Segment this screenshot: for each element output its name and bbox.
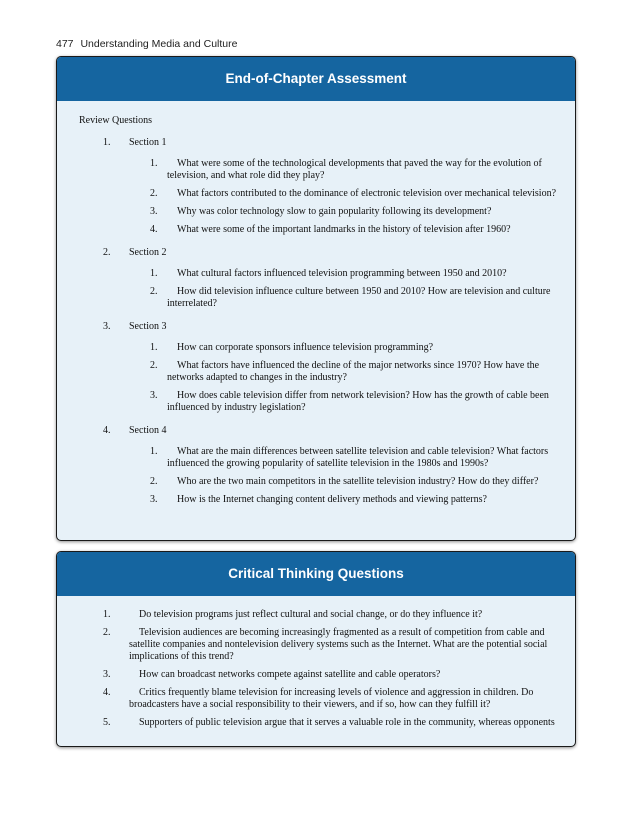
question-text: How can broadcast networks compete against satellite and cable operators? bbox=[139, 669, 441, 680]
question-number: 1. bbox=[150, 446, 158, 457]
question-list bbox=[79, 342, 559, 414]
question-number: 1. bbox=[150, 342, 158, 353]
section-heading bbox=[79, 425, 559, 437]
assessment-title: End-of-Chapter Assessment bbox=[57, 57, 575, 101]
question-number: 2. bbox=[150, 188, 158, 199]
question-item bbox=[79, 206, 559, 218]
assessment-body bbox=[57, 101, 575, 506]
section-number: 2. bbox=[103, 247, 111, 258]
question-number: 4. bbox=[150, 224, 158, 235]
question-item bbox=[79, 342, 559, 354]
critical-question-item bbox=[79, 687, 559, 711]
section-number: 3. bbox=[103, 321, 111, 332]
question-text: What cultural factors influenced television programming between 1950 and 2010? bbox=[177, 268, 507, 279]
question-item bbox=[79, 476, 559, 488]
critical-thinking-title: Critical Thinking Questions bbox=[57, 552, 575, 596]
section-label: Section 1 bbox=[129, 137, 167, 148]
question-text: Why was color technology slow to gain popularity following its development? bbox=[177, 206, 492, 217]
question-number: 3. bbox=[150, 390, 158, 401]
end-of-chapter-assessment-box bbox=[56, 56, 576, 541]
question-number: 1. bbox=[103, 609, 111, 620]
question-number: 1. bbox=[150, 268, 158, 279]
question-text: What are the main differences between satellite television and cable television? What factors influenced the growing popularity of satellite television in the 1980s and 1990s? bbox=[167, 446, 549, 469]
question-number: 2. bbox=[150, 476, 158, 487]
question-item bbox=[79, 446, 559, 470]
question-number: 3. bbox=[150, 494, 158, 505]
question-text: How did television influence culture between 1950 and 2010? How are television and culture interrelated? bbox=[167, 286, 551, 309]
section-item bbox=[79, 247, 559, 310]
critical-question-item bbox=[79, 669, 559, 681]
section-heading bbox=[79, 137, 559, 149]
question-text: How can corporate sponsors influence television programming? bbox=[177, 342, 434, 353]
question-text: Critics frequently blame television for increasing levels of violence and aggression in children. Do broadcasters have a social responsibility to their viewers, and if so, how can they fulfill it? bbox=[129, 687, 534, 710]
question-number: 2. bbox=[150, 360, 158, 371]
question-number: 3. bbox=[150, 206, 158, 217]
section-label: Section 3 bbox=[129, 321, 167, 332]
section-label: Section 4 bbox=[129, 425, 167, 436]
question-text: What were some of the important landmarks in the history of television after 1960? bbox=[177, 224, 511, 235]
question-item bbox=[79, 286, 559, 310]
question-number: 2. bbox=[150, 286, 158, 297]
question-list bbox=[79, 158, 559, 236]
section-label: Section 2 bbox=[129, 247, 167, 258]
question-item bbox=[79, 390, 559, 414]
page-number: 477 bbox=[56, 38, 74, 50]
question-item bbox=[79, 224, 559, 236]
question-number: 4. bbox=[103, 687, 111, 698]
question-text: Television audiences are becoming increasingly fragmented as a result of competition from cable and satellite companies and nontelevision delivery systems such as the Internet. What are the potential social implications of this trend? bbox=[129, 627, 548, 662]
critical-thinking-body bbox=[57, 596, 575, 729]
question-item bbox=[79, 158, 559, 182]
question-text: What were some of the technological developments that paved the way for the evolution of television, and what role did they play? bbox=[167, 158, 542, 181]
question-list bbox=[79, 268, 559, 310]
question-item bbox=[79, 494, 559, 506]
question-text: Supporters of public television argue that it serves a valuable role in the community, whereas opponents bbox=[139, 717, 555, 728]
section-item bbox=[79, 425, 559, 506]
critical-question-item bbox=[79, 609, 559, 621]
question-text: Who are the two main competitors in the satellite television industry? How do they differ? bbox=[177, 476, 539, 487]
critical-thinking-box bbox=[56, 551, 576, 747]
section-number: 4. bbox=[103, 425, 111, 436]
question-list bbox=[79, 446, 559, 506]
question-number: 1. bbox=[150, 158, 158, 169]
review-questions-heading: Review Questions bbox=[79, 115, 153, 126]
section-heading bbox=[79, 247, 559, 259]
question-item bbox=[79, 268, 559, 280]
question-text: How is the Internet changing content delivery methods and viewing patterns? bbox=[177, 494, 487, 505]
question-number: 2. bbox=[103, 627, 111, 638]
question-text: What factors have influenced the decline of the major networks since 1970? How have the networks adapted to changes in the industry? bbox=[167, 360, 540, 383]
section-number: 1. bbox=[103, 137, 111, 148]
question-number: 5. bbox=[103, 717, 111, 728]
section-item bbox=[79, 321, 559, 414]
section-item bbox=[79, 137, 559, 236]
section-heading bbox=[79, 321, 559, 333]
question-item bbox=[79, 360, 559, 384]
question-text: How does cable television differ from network television? How has the growth of cable been influenced by industry legislation? bbox=[167, 390, 549, 413]
critical-question-item bbox=[79, 717, 559, 729]
running-title: Understanding Media and Culture bbox=[80, 38, 238, 50]
section-list bbox=[79, 137, 559, 506]
question-item bbox=[79, 188, 559, 200]
critical-question-list bbox=[79, 609, 559, 729]
question-text: What factors contributed to the dominance of electronic television over mechanical television? bbox=[177, 188, 557, 199]
critical-question-item bbox=[79, 627, 559, 663]
question-text: Do television programs just reflect cultural and social change, or do they influence it? bbox=[139, 609, 483, 620]
question-number: 3. bbox=[103, 669, 111, 680]
running-head bbox=[56, 38, 237, 50]
